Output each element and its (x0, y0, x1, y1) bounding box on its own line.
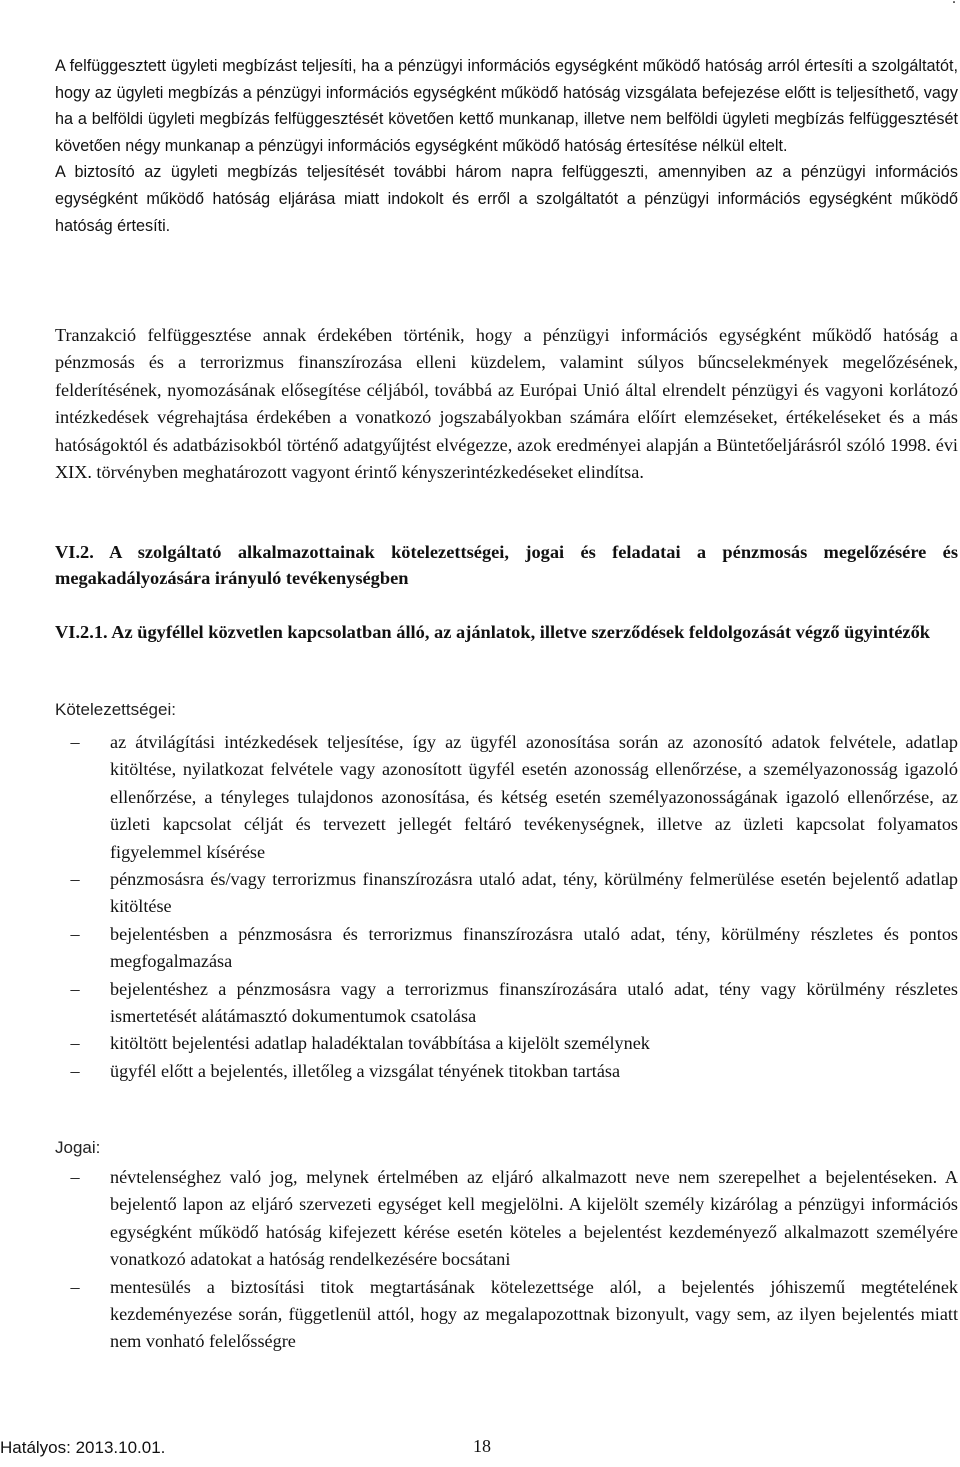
list-item-text: az átvilágítási intézkedések teljesítése, így az ügyfél azonosítása során az azonosító adatok felvétele, adatlap kitöltése, nyilatkozat felvétele vagy azonosított ügyfél esetén azonosság ellenőrzése, a személyazonosság igazoló ellenőrzése, a tényleges tulajdonos azonosítása, és kétség esetén személyazonosságának igazoló ellenőrzése, az üzleti kapcsolat célját és tervezett jellegét feltáró tevékenységnek, illetve az üzleti kapcsolat folyamatos figyelemmel kísérése (110, 732, 958, 862)
rights-label (55, 1138, 958, 1158)
list-item-text: bejelentésben a pénzmosásra és terrorizmus finanszírozásra utaló adat, tény, körülmény részletes és pontos megfogalmazása (110, 923, 958, 972)
obligations-label (55, 700, 958, 720)
dash-bullet: – (70, 1276, 80, 1297)
list-item (55, 729, 958, 866)
paragraph-text: A biztosító az ügyleti megbízás teljesítését további három napra felfüggeszti, amennyiben az a pénzügyi információs egységként működő hatóság eljárása miatt indokolt és erről a szolgáltatót a pénzügyi információs egységként működő hatóság értesíti. (55, 163, 958, 235)
section-heading-vi-2-1: VI.2.1. Az ügyféllel közvetlen kapcsolatban álló, az ajánlatok, illetve szerződések feldolgozását végző ügyintézők (55, 622, 931, 642)
section-heading-vi-2: VI.2. A szolgáltató alkalmazottainak kötelezettségei, jogai és feladatai a pénzmosás megelőzésére és megakadályozására irányuló tevékenységben (55, 542, 958, 588)
paragraph-suspension-execution (55, 53, 958, 239)
list-item-text: bejelentéshez a pénzmosásra vagy a terrorizmus finanszírozására utaló adat, tény vagy körülmény részletes ismertetését alátámasztó dokumentumok csatolása (110, 978, 958, 1027)
dash-bullet: – (70, 978, 80, 999)
list-item (55, 1030, 958, 1057)
footer-effective-date: Hatályos: 2013.10.01. (0, 1438, 166, 1457)
dash-bullet: – (70, 1033, 80, 1054)
list-item (55, 1058, 958, 1085)
dash-bullet: – (70, 1167, 80, 1187)
list-item (55, 866, 958, 921)
obligations-list (55, 729, 958, 1085)
paragraph-transaction-purpose (55, 322, 958, 486)
dash-bullet: – (70, 923, 80, 944)
obligations-label-text: Kötelezettségei: (55, 700, 176, 719)
list-item-text: pénzmosásra és/vagy terrorizmus finanszírozásra utaló adat, tény, körülmény felmerülése esetén bejelentő adatlap kitöltése (110, 869, 958, 917)
rights-list (55, 1164, 958, 1356)
rights-label-text: Jogai: (55, 1138, 101, 1157)
list-item (55, 976, 958, 1031)
list-item (55, 1164, 958, 1274)
footer-page-number: 18 (473, 1436, 491, 1456)
list-item-text: ügyfél előtt a bejelentés, illetőleg a vizsgálat tényének titokban tartása (110, 1060, 621, 1081)
dash-bullet: – (70, 1060, 80, 1081)
list-item-text: mentesülés a biztosítási titok megtartásának kötelezettsége alól, a bejelentés jóhiszemű megtételének kezdeményezése során, függetlenül attól, hogy az megalapozottnak bizonyult, vagy sem, az ilyen bejelentés miatt nem vonható felelősségre (110, 1276, 958, 1352)
dash-bullet: – (70, 869, 80, 890)
list-item-text: névtelenséghez való jog, melynek értelmében az eljáró alkalmazott neve nem szerepelhet a bejelentéseken. A bejelentő lapon az eljáró szervezeti egységet kell megjelölni. A kijelölt személy kizárólag a pénzügyi információs egységként működő hatóság kifejezett kérése esetén köteles a bejelentést kezdeményező alkalmazott személyére vonatkozó adatokat a hatóság rendelkezésére bocsátani (110, 1167, 958, 1270)
list-item (55, 1274, 958, 1356)
corner-mark (952, 0, 956, 8)
dash-bullet: – (70, 732, 80, 752)
paragraph-text: A felfüggesztett ügyleti megbízást teljesíti, ha a pénzügyi információs egységként működő hatóság arról értesíti a szolgáltatót, hogy az ügyleti megbízás a pénzügyi információs egységként működő hatóság vizsgálata befejezése előtt is teljesíthető, vagy ha a belföldi ügyleti megbízás felfüggesztését követően kettő munkanap, illetve nem belföldi ügyleti megbízás felfüggesztését követően négy munkanap a pénzügyi információs egységként működő hatóság értesítése nélkül eltelt. (55, 57, 958, 155)
paragraph-text: Tranzakció felfüggesztése annak érdekében történik, hogy a pénzügyi információs egységként működő hatóság a pénzmosás és a terrorizmus finanszírozása elleni küzdelem, valamint súlyos bűncselekmények megelőzésének, felderítésének, nyomozásának elősegítése céljából, továbbá az Európai Unió által elrendelt pénzügyi és vagyoni korlátozó intézkedések végrehajtása érdekében a vonatkozó jogszabályokban számára előírt elemzéseket, értékeléseket és a más hatóságoktól és adatbázisokból történő adatgyűjtést elvégezze, azok eredményei alapján a Büntetőeljárásról szóló 1998. évi XIX. törvényben meghatározott vagyont érintő kényszerintézkedéseket elindítsa. (55, 325, 958, 483)
list-item (55, 921, 958, 976)
list-item-text: kitöltött bejelentési adatlap haladéktalan továbbítása a kijelölt személynek (110, 1033, 650, 1054)
